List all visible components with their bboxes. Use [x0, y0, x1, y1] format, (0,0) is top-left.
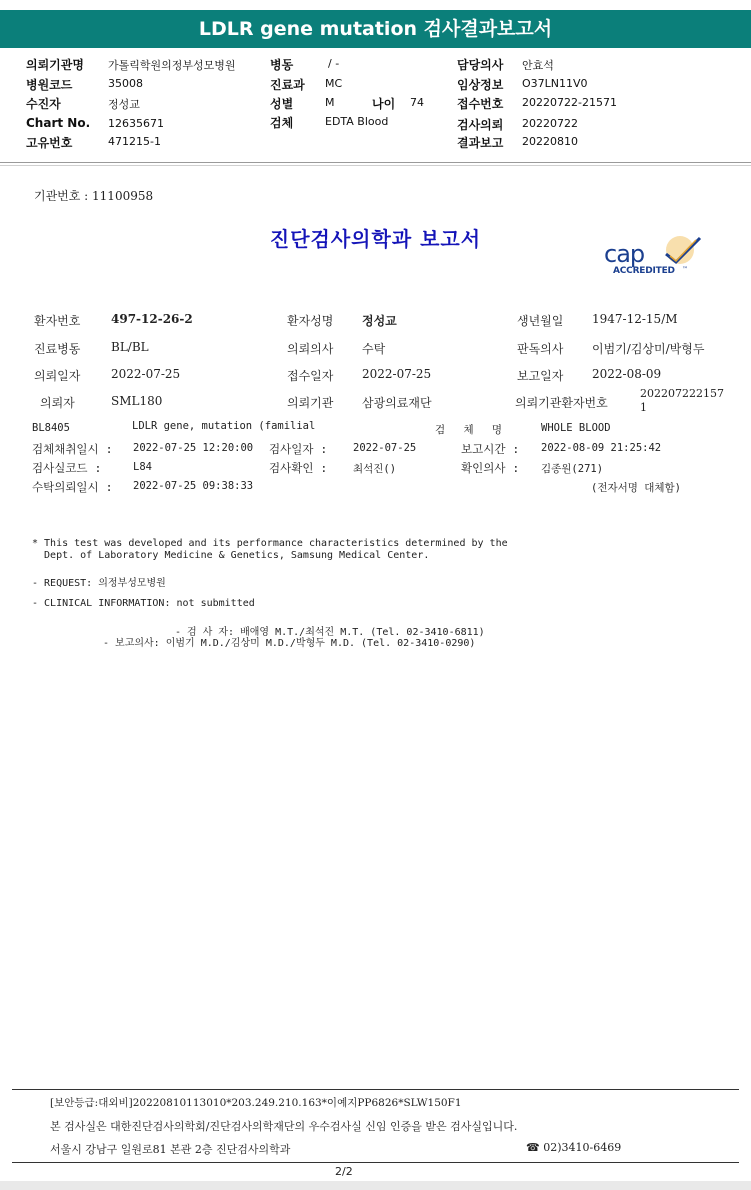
collect-label: 검체채취일시 :: [32, 442, 113, 456]
value-ward: BL/BL: [111, 340, 149, 354]
header-label-chart-no: Chart No.: [26, 116, 91, 130]
collect-value: 2022-07-25 12:20:00: [133, 442, 254, 454]
value-reading-doctor: 이범기/김상미/박형두: [592, 342, 705, 356]
header-value-patient: 정성교: [108, 98, 140, 111]
security-line: [보안등급:대외비]20220810113010*203.249.210.163*이예지PP6826*SLW150F1: [50, 1097, 462, 1109]
report-main-title: LDLR gene mutation 검사결과보고서: [198, 18, 553, 40]
header-value-specimen: EDTA Blood: [325, 115, 389, 128]
note-line-1: * This test was developed and its performance characteristics determined by the: [32, 538, 508, 549]
e-signature-note: (전자서명 대체함): [591, 482, 681, 494]
label-patient-name: 환자성명: [287, 314, 334, 328]
address-line: 서울시 강남구 일원로81 본관 2층 진단검사의학과: [50, 1143, 291, 1156]
specimen-value: WHOLE BLOOD: [541, 422, 611, 434]
header-label-specimen: 검체: [270, 116, 294, 130]
header-value-doctor: 안효석: [522, 59, 554, 72]
footer-divider-top: [12, 1089, 739, 1090]
header-value-ward: / -: [328, 57, 340, 70]
label-ward: 진료병동: [34, 342, 81, 356]
header-label-patient: 수진자: [26, 97, 61, 111]
value-institution-patient-no-tail: 1: [640, 401, 647, 414]
header-value-age: 74: [410, 96, 424, 109]
label-receipt-date: 접수일자: [287, 369, 334, 383]
test-code: BL8405: [32, 422, 70, 434]
header-label-request-date: 검사의뢰: [457, 118, 504, 132]
verify-value: 김종원(271): [541, 463, 604, 475]
specimen-label: 검 체 명: [435, 424, 509, 436]
cap-accredited-text: ACCREDITED: [613, 266, 675, 276]
report-title: 진단검사의학과 보고서: [269, 227, 482, 251]
certification-line: 본 검사실은 대한진단검사의학회/진단검사의학재단의 우수검사실 신임 인증을 받은 검사실입니다.: [50, 1120, 518, 1133]
header-divider: [0, 162, 751, 163]
header-label-ward: 병동: [270, 58, 294, 72]
test-name: LDLR gene, mutation (familial: [132, 420, 316, 432]
clinical-info-line: - CLINICAL INFORMATION: not submitted: [32, 598, 255, 609]
header-label-result-date: 결과보고: [457, 136, 504, 150]
received-value: 2022-07-25 09:38:33: [133, 480, 254, 492]
value-requesting-doctor: 수탁: [362, 342, 386, 356]
header-value-request-date: 20220722: [522, 117, 578, 130]
header-label-sex: 성별: [270, 97, 294, 111]
header-label-age: 나이: [372, 97, 396, 111]
header-value-sex: M: [325, 96, 335, 109]
label-request-date: 의뢰일자: [34, 369, 81, 383]
header-label-hospital-code: 병원코드: [26, 78, 73, 92]
test-date-label: 검사일자 :: [269, 442, 328, 456]
value-institution-patient-no: 202207222157: [640, 387, 724, 400]
value-requester: SML180: [111, 394, 163, 408]
label-report-date: 보고일자: [517, 369, 564, 383]
value-report-date: 2022-08-09: [592, 367, 662, 381]
value-patient-name: 정성교: [362, 314, 397, 328]
value-receipt-date: 2022-07-25: [362, 367, 432, 381]
page-number: 2/2: [335, 1165, 353, 1178]
value-requesting-institution: 삼광의료재단: [362, 396, 432, 410]
lab-code-label: 검사실코드 :: [32, 461, 102, 475]
header-value-hospital-code: 35008: [108, 77, 143, 90]
header-label-unique-no: 고유번호: [26, 136, 73, 150]
footer-divider-bottom: [12, 1162, 739, 1163]
confirm-value: 최석진(): [353, 463, 397, 475]
institution-number: 기관번호 : 11100958: [34, 189, 154, 203]
value-birth-date: 1947-12-15/M: [592, 312, 678, 326]
phone-line: ☎ 02)3410-6469: [526, 1141, 622, 1154]
header-label-receipt-no: 접수번호: [457, 97, 504, 111]
header-value-result-date: 20220810: [522, 135, 578, 148]
header-value-chart-no: 12635671: [108, 117, 164, 130]
page-bottom-strip: [0, 1181, 751, 1190]
header-label-department: 진료과: [270, 78, 305, 92]
received-label: 수탁의뢰일시 :: [32, 480, 113, 494]
report-time-label: 보고시간 :: [461, 442, 520, 456]
label-institution-patient-no: 의뢰기관환자번호: [515, 396, 608, 410]
report-time-value: 2022-08-09 21:25:42: [541, 442, 662, 454]
title-bar: [0, 10, 751, 48]
request-line: - REQUEST: 의정부성모병원: [32, 578, 166, 589]
trademark-icon: ™: [682, 266, 688, 273]
value-request-date: 2022-07-25: [111, 367, 181, 381]
label-requesting-institution: 의뢰기관: [287, 396, 334, 410]
header-value-department: MC: [325, 77, 343, 90]
label-patient-no: 환자번호: [34, 314, 81, 328]
label-reading-doctor: 판독의사: [517, 342, 564, 356]
tester-line: - 검 사 자: 배애영 M.T./최석진 M.T. (Tel. 02-3410-6811): [175, 627, 485, 638]
label-birth-date: 생년월일: [517, 314, 564, 328]
header-label-doctor: 담당의사: [457, 58, 504, 72]
header-label-clinical-info: 임상정보: [457, 78, 504, 92]
label-requester: 의뢰자: [40, 396, 75, 410]
header-value-unique-no: 471215-1: [108, 135, 161, 148]
value-patient-no: 497-12-26-2: [111, 312, 193, 326]
header-divider-shadow: [0, 165, 751, 166]
cap-logo-word: cap: [604, 240, 645, 268]
lab-code-value: L84: [133, 461, 152, 473]
header-value-clinical-info: O37LN11V0: [522, 77, 588, 90]
label-requesting-doctor: 의뢰의사: [287, 342, 334, 356]
test-date-value: 2022-07-25: [353, 442, 417, 454]
reporter-line: - 보고의사: 이범기 M.D./김상미 M.D./박형두 M.D. (Tel. 02-3410-0290): [103, 638, 476, 649]
note-line-2: Dept. of Laboratory Medicine & Genetics, Samsung Medical Center.: [32, 550, 430, 561]
header-value-receipt-no: 20220722-21571: [522, 96, 617, 109]
confirm-label: 검사확인 :: [269, 461, 328, 475]
header-label-requesting-institution: 의뢰기관명: [26, 58, 84, 72]
header-value-requesting-institution: 가톨릭학원의정부성모병원: [108, 59, 236, 72]
verify-label: 확인의사 :: [461, 461, 520, 475]
